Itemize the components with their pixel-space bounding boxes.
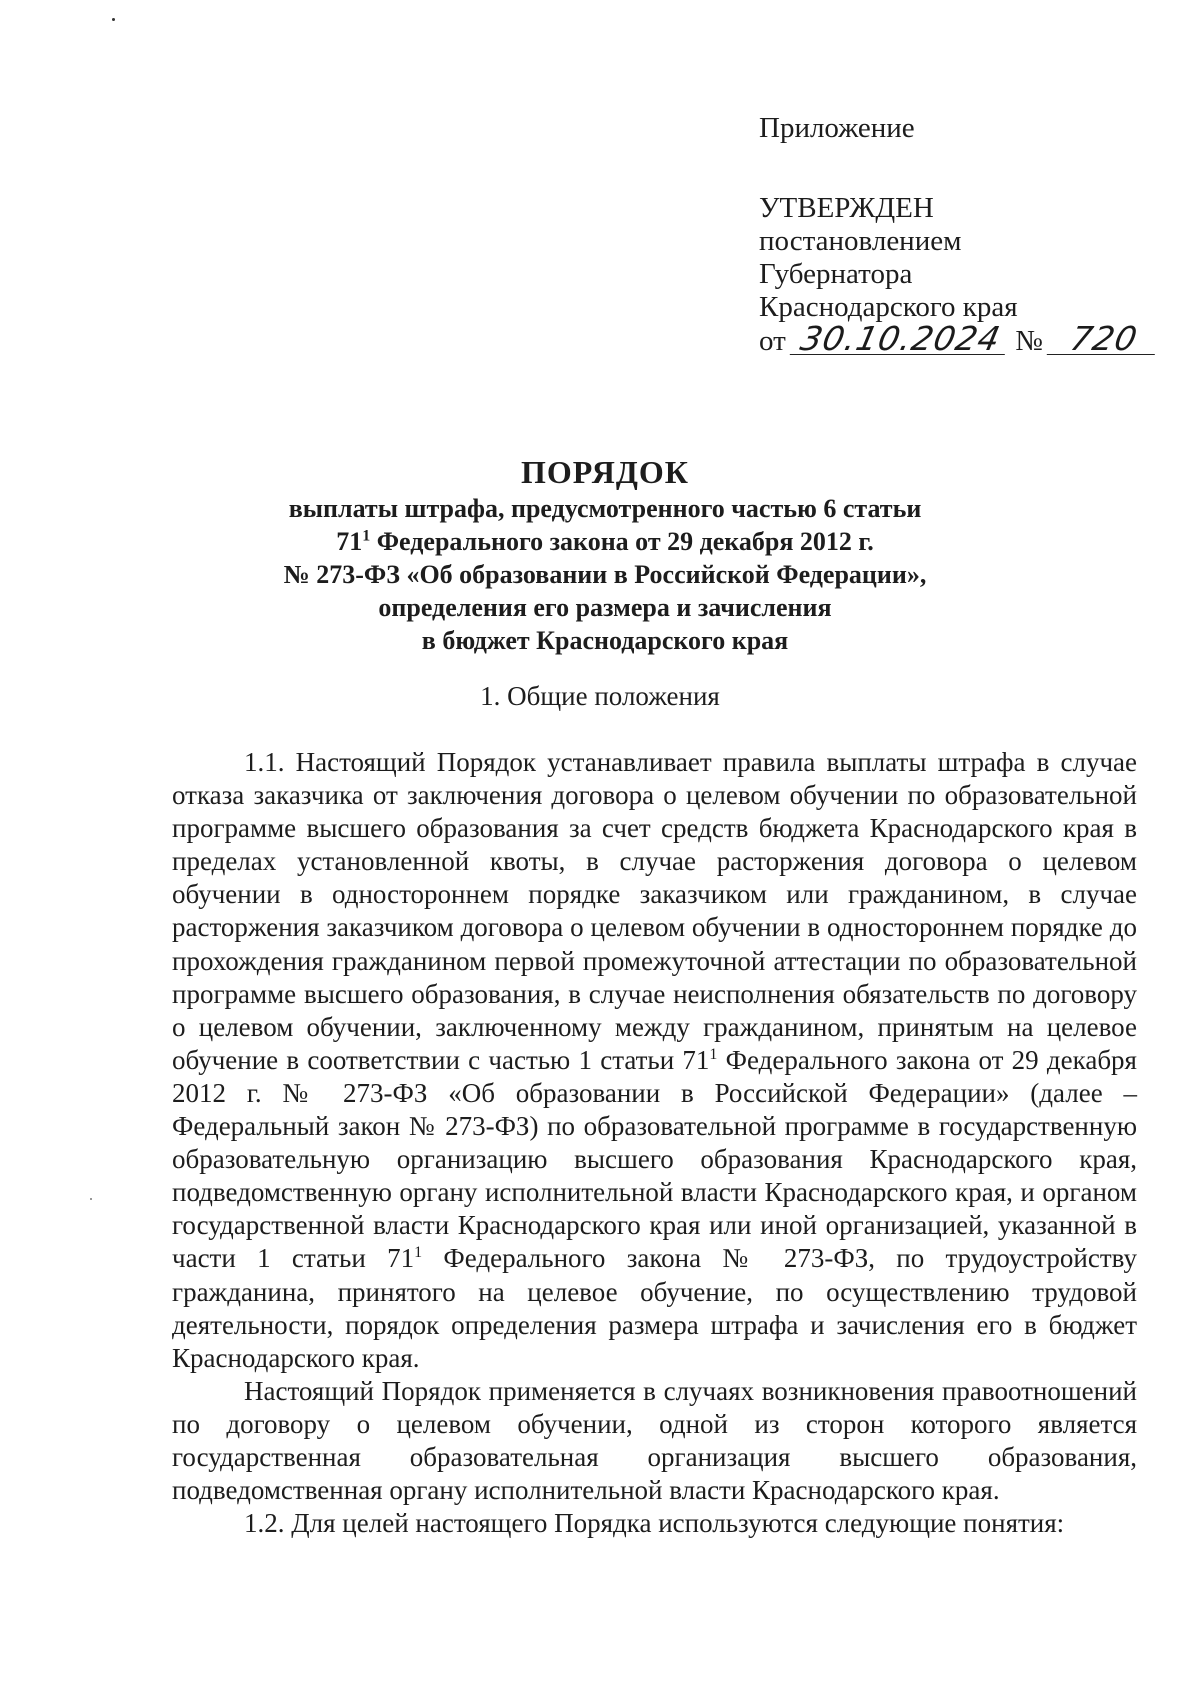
- title-main: ПОРЯДОК: [521, 454, 689, 490]
- scan-speck: [90, 1198, 92, 1200]
- paragraph-applicability: Настоящий Порядок применяется в случаях возникновения правоотношений по договору о целевом обучении, одной из сторон которого является государственная образовательная организация высшего образования, подведомственная органу исполнительной власти Краснодарского края.: [172, 1375, 1137, 1506]
- from-label: от: [759, 325, 786, 357]
- title-line: [220, 525, 990, 558]
- approval-line: постановлением: [759, 225, 962, 257]
- paragraph-1-1: [172, 746, 1137, 1375]
- document-title: [220, 452, 990, 657]
- paragraph-text: 1.1. Настоящий Порядок устанавливает правила выплаты штрафа в случае отказа заказчика от заключения договора о целевом обучении по образовательной программе высшего образования за счет средств бюджета Краснодарского края в пределах установленной квоты, в случае расторжения договора о целевом обучении в одностороннем порядке заказчиком или гражданином, в случае расторжения заказчиком договора о целевом обучении в одностороннем порядке до прохождения гражданином первой промежуточной аттестации по образовательной программе высшего образования, в случае неисполнения обязательств по договору о целевом обучении, заключенному между гражданином, принятым на целевое обучение в соответствии с частью 1 статьи 71: [172, 747, 1137, 1075]
- approval-line: Краснодарского края: [759, 291, 1018, 323]
- article-superscript: 1: [709, 1045, 718, 1063]
- date-number-row: [759, 319, 1158, 358]
- approved-label: УТВЕРЖДЕН: [759, 192, 934, 224]
- approval-line: Губернатора: [759, 258, 913, 290]
- number-label: №: [1015, 325, 1043, 357]
- annex-label: Приложение: [759, 112, 915, 144]
- title-article-number: 71: [336, 527, 363, 556]
- handwritten-number: 720: [1047, 324, 1162, 355]
- scan-speck: [112, 18, 115, 21]
- title-article-superscript: 1: [362, 527, 371, 545]
- article-superscript: 1: [414, 1244, 423, 1262]
- paragraph-1-2: 1.2. Для целей настоящего Порядка используются следующие понятия:: [244, 1508, 1065, 1539]
- handwritten-date: 30.10.2024: [790, 324, 1012, 355]
- title-line: № 273-ФЗ «Об образовании в Российской Федерации»,: [283, 560, 927, 589]
- title-line: в бюджет Краснодарского края: [421, 626, 789, 655]
- paragraph-text: Федерального закона № 273-ФЗ, по трудоустройству гражданина, принятого на целевое обучение, по осуществлению трудовой деятельности, порядок определения размера штрафа и зачисления его в бюджет Краснодарского края.: [172, 1243, 1137, 1373]
- title-law-text: Федерального закона от 29 декабря 2012 г.: [370, 527, 874, 556]
- section-heading: 1. Общие положения: [480, 681, 720, 711]
- title-line: выплаты штрафа, предусмотренного частью 6 статьи: [288, 494, 922, 523]
- document-body: [172, 746, 1137, 1540]
- paragraph-text: Федерального закона от 29 декабря 2012 г. № 273-ФЗ «Об образовании в Российской Федерации» (далее – Федеральный закон № 273-ФЗ) по образовательной программе в государственную образовательную организацию высшего образования Краснодарского края, подведомственную органу исполнительной власти Краснодарского края, и органом государственной власти Краснодарского края или иной организацией, указанной в части 1 статьи 71: [172, 1044, 1137, 1274]
- title-line: определения его размера и зачисления: [378, 593, 832, 622]
- approval-block: [759, 112, 1158, 358]
